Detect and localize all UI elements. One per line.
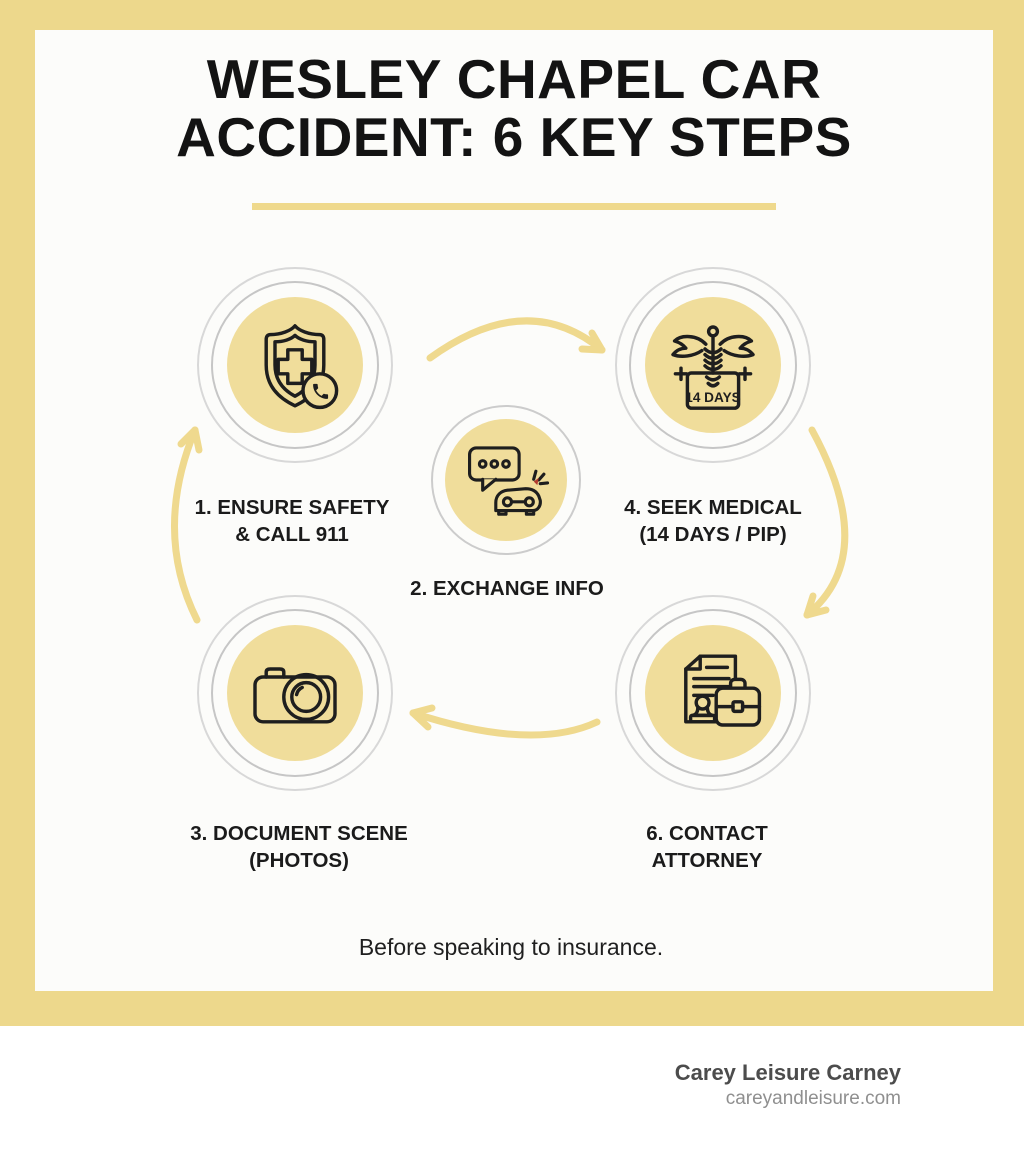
page-title — [35, 50, 993, 166]
step3-inner-ring — [211, 609, 379, 777]
step3-label-line1: 3. DOCUMENT SCENE — [190, 822, 408, 845]
step6-label-line1: 6. CONTACT — [646, 822, 768, 845]
content-card — [35, 30, 993, 991]
calendar-days-text: 14 DAYS — [685, 389, 741, 405]
step2-circle — [431, 405, 581, 555]
camera-icon — [239, 637, 351, 749]
step1-disc — [227, 297, 363, 433]
step4-label-line2: (14 DAYS / PIP) — [639, 523, 787, 546]
document-briefcase-icon — [657, 637, 769, 749]
step6-circle — [615, 595, 811, 791]
speech-bubble-car-crash-icon — [455, 429, 557, 531]
footer — [675, 1060, 901, 1110]
step1-label-line2: & CALL 911 — [235, 523, 349, 546]
step4-label-line1: 4. SEEK MEDICAL — [624, 496, 802, 519]
step6-label — [557, 820, 857, 874]
step4-label — [563, 494, 863, 548]
step2-label-line1: 2. EXCHANGE INFO — [410, 577, 604, 600]
step3-label-line2: (PHOTOS) — [249, 849, 349, 872]
step1-inner-ring — [211, 281, 379, 449]
shield-cross-phone-icon — [239, 309, 351, 421]
step6-disc — [645, 625, 781, 761]
title-line-2: ACCIDENT: 6 KEY STEPS — [176, 106, 852, 168]
step1-label — [142, 494, 442, 548]
footer-brand-name: Carey Leisure Carney — [674, 1060, 901, 1085]
step4-disc — [645, 297, 781, 433]
note-text: Before speaking to insurance. — [358, 934, 664, 960]
step2-disc — [445, 419, 567, 541]
step3-disc — [227, 625, 363, 761]
arrow-step1-to-step4 — [430, 321, 602, 358]
step4-circle — [615, 267, 811, 463]
step2-label — [357, 575, 657, 602]
title-underline — [252, 203, 776, 210]
arrow-step6-to-step3 — [413, 708, 597, 735]
step6-inner-ring — [629, 609, 797, 777]
caduceus-calendar-icon — [657, 309, 769, 421]
step3-circle — [197, 595, 393, 791]
title-line-1: WESLEY CHAPEL CAR — [206, 48, 822, 110]
step3-label — [149, 820, 449, 874]
step6-label-line2: ATTORNEY — [651, 849, 763, 872]
step1-circle — [197, 267, 393, 463]
footer-website: careyandleisure.com — [725, 1088, 901, 1109]
step4-inner-ring — [629, 281, 797, 449]
step1-label-line1: 1. ENSURE SAFETY — [194, 496, 390, 519]
